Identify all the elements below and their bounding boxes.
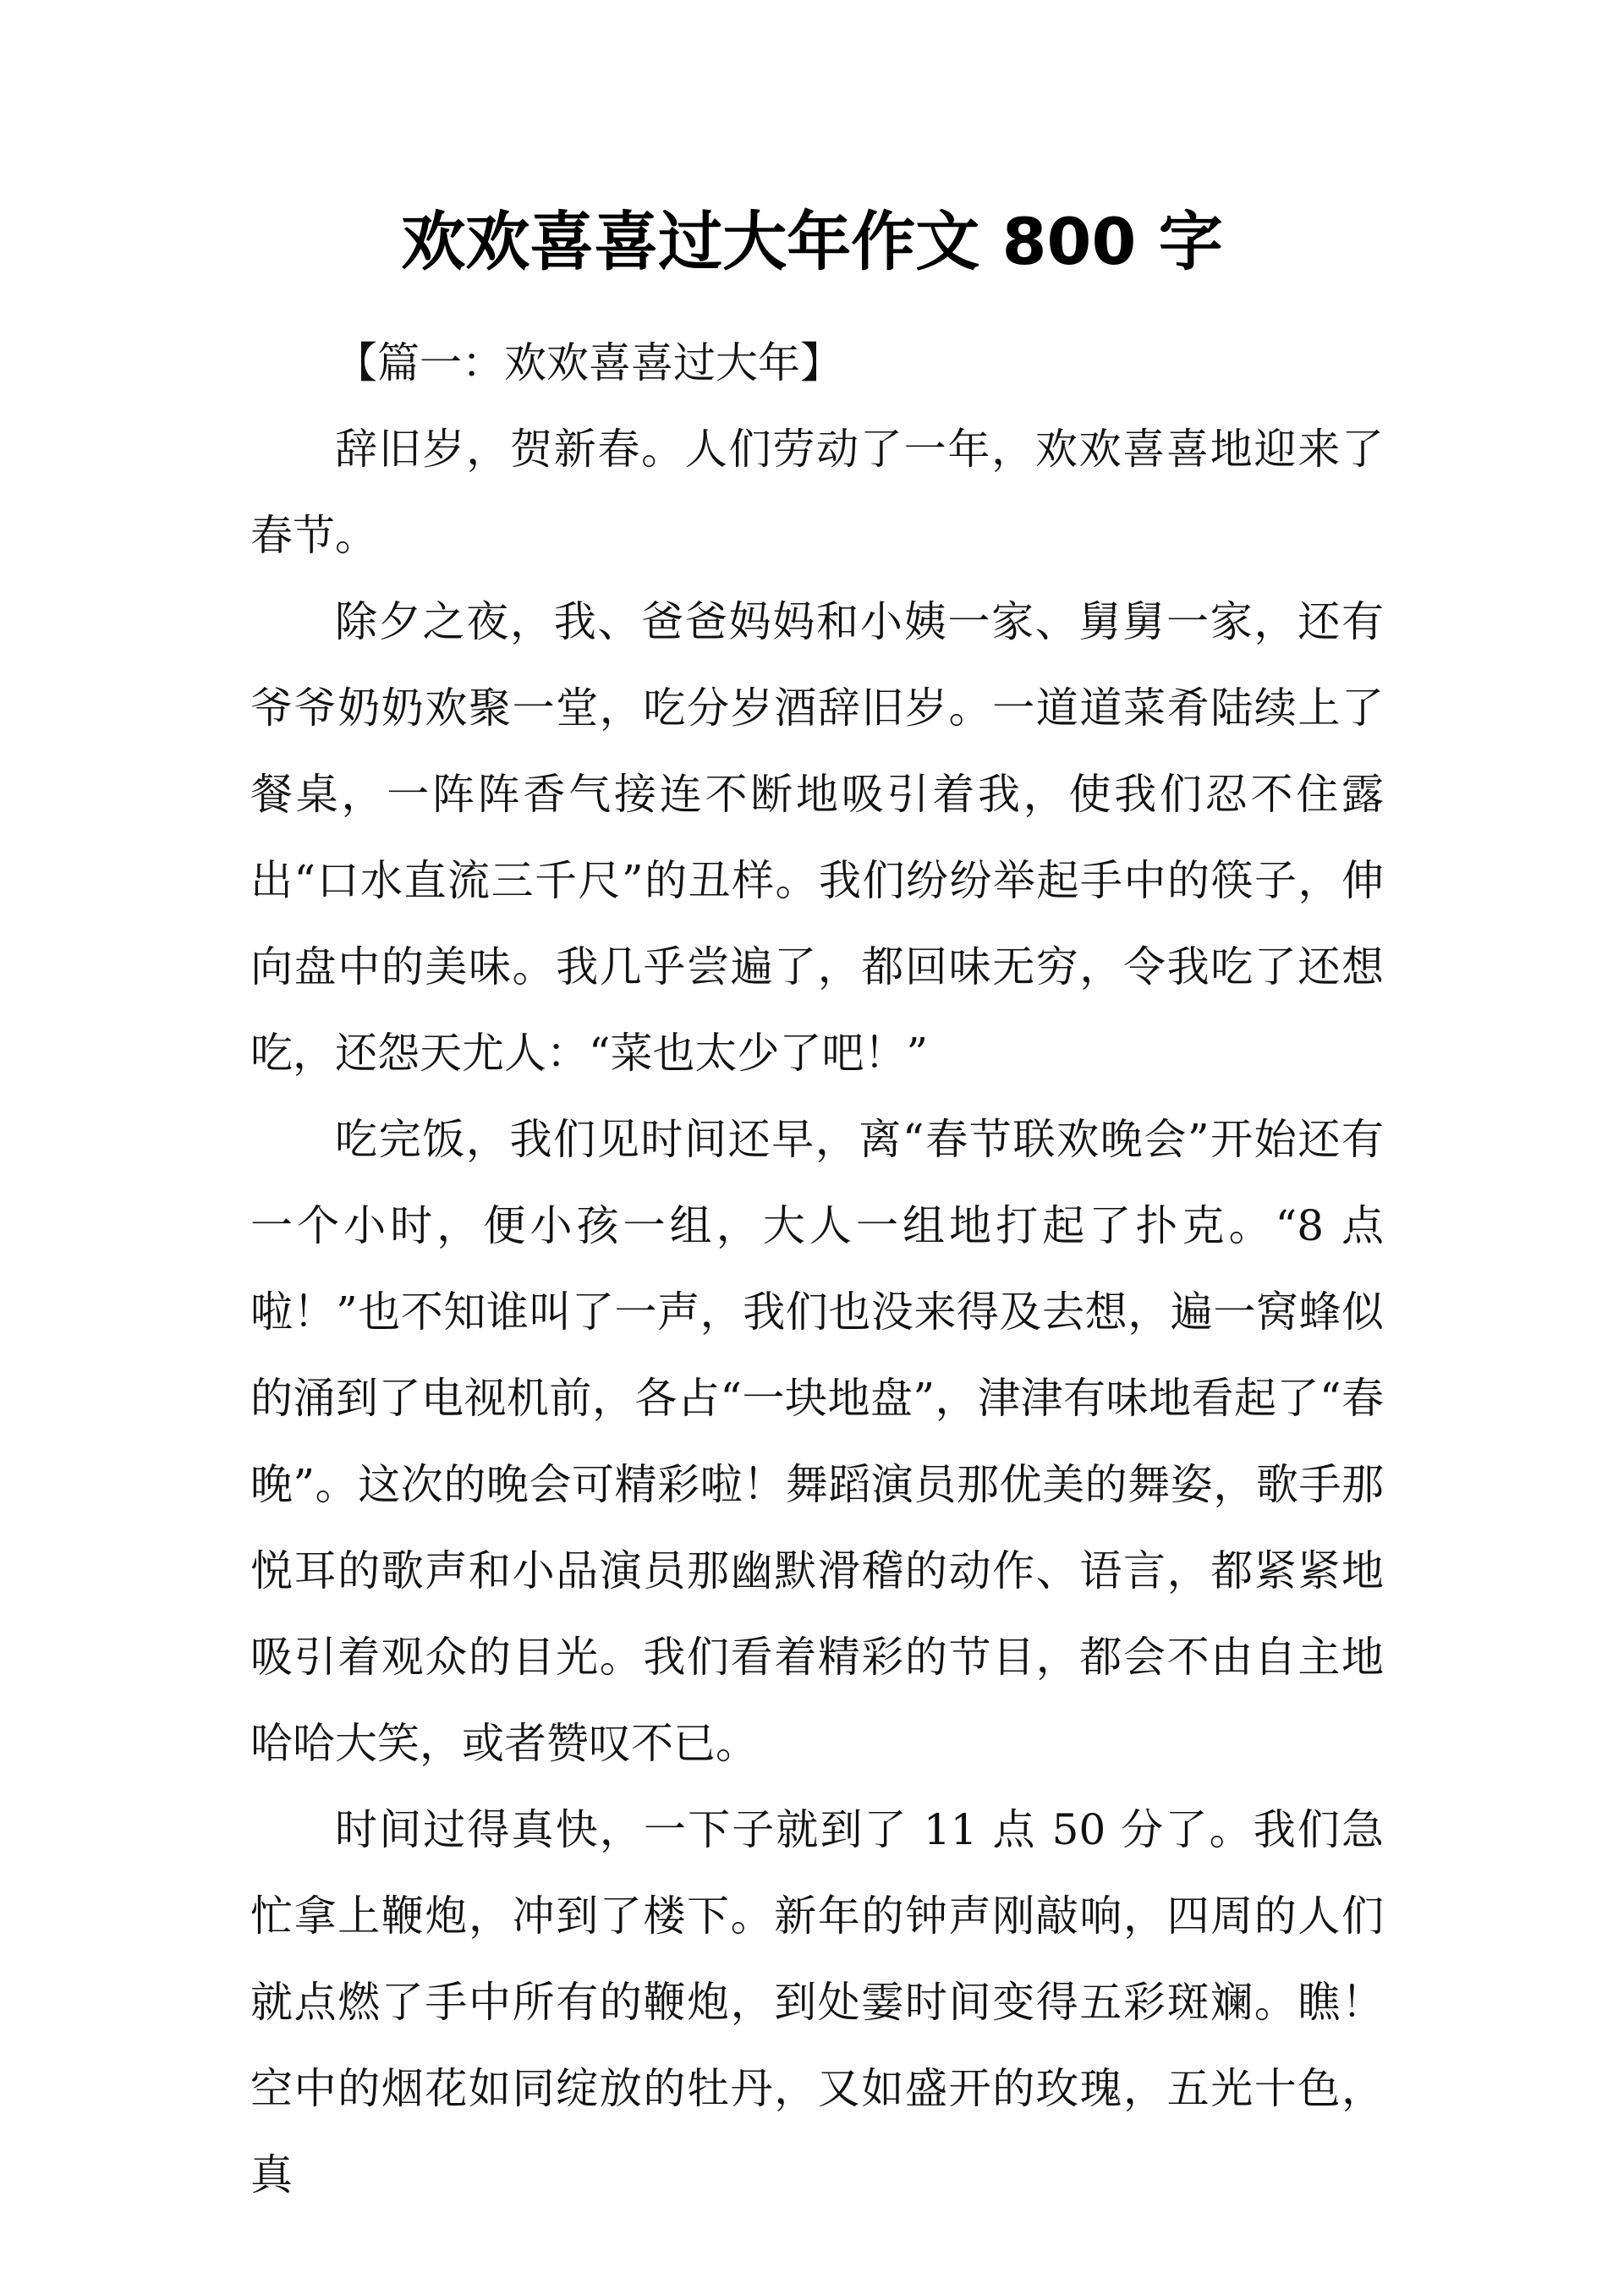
paragraph: 吃完饭，我们见时间还早，离“春节联欢晚会”开始还有一个小时，便小孩一组，大人一组地打起了扑克。“8 点啦！”也不知谁叫了一声，我们也没来得及去想，遍一窝蜂似的涌到了电视机前，各占“一块地盘”，津津有味地看起了“春晚”。这次的晚会可精彩啦！舞蹈演员那优美的舞姿，歌手那悦耳的歌声和小品演员那幽默滑稽的动作、语言，都紧紧地吸引着观众的目光。我们看着精彩的节目，都会不由自主地哈哈大笑，或者赞叹不已。 bbox=[250, 1115, 1384, 1768]
paragraph: 时间过得真快，一下子就到了 11 点 50 分了。我们急忙拿上鞭炮，冲到了楼下。新年的钟声刚敲响，四周的人们就点燃了手中所有的鞭炮，到处霎时间变得五彩斑斓。瞧！空中的烟花如同绽放的牡丹，又如盛开的玫瑰，五光十色，真 bbox=[250, 1805, 1384, 2199]
document-title: 欢欢喜喜过大年作文 800 字 bbox=[401, 204, 1223, 279]
paragraph: 除夕之夜，我、爸爸妈妈和小姨一家、舅舅一家，还有爷爷奶奶欢聚一堂，吃分岁酒辞旧岁。一道道菜肴陆续上了餐桌，一阵阵香气接连不断地吸引着我，使我们忍不住露出“口水直流三千尺”的丑样。我们纷纷举起手中的筷子，伸向盘中的美味。我几乎尝遍了，都回味无穷，令我吃了还想吃，还怨天尤人：“菜也太少了吧！” bbox=[250, 597, 1384, 1078]
document-body bbox=[250, 320, 1384, 2218]
section-heading: 【篇一：欢欢喜喜过大年】 bbox=[335, 338, 842, 387]
paragraph: 辞旧岁，贺新春。人们劳动了一年，欢欢喜喜地迎来了春节。 bbox=[250, 425, 1384, 560]
